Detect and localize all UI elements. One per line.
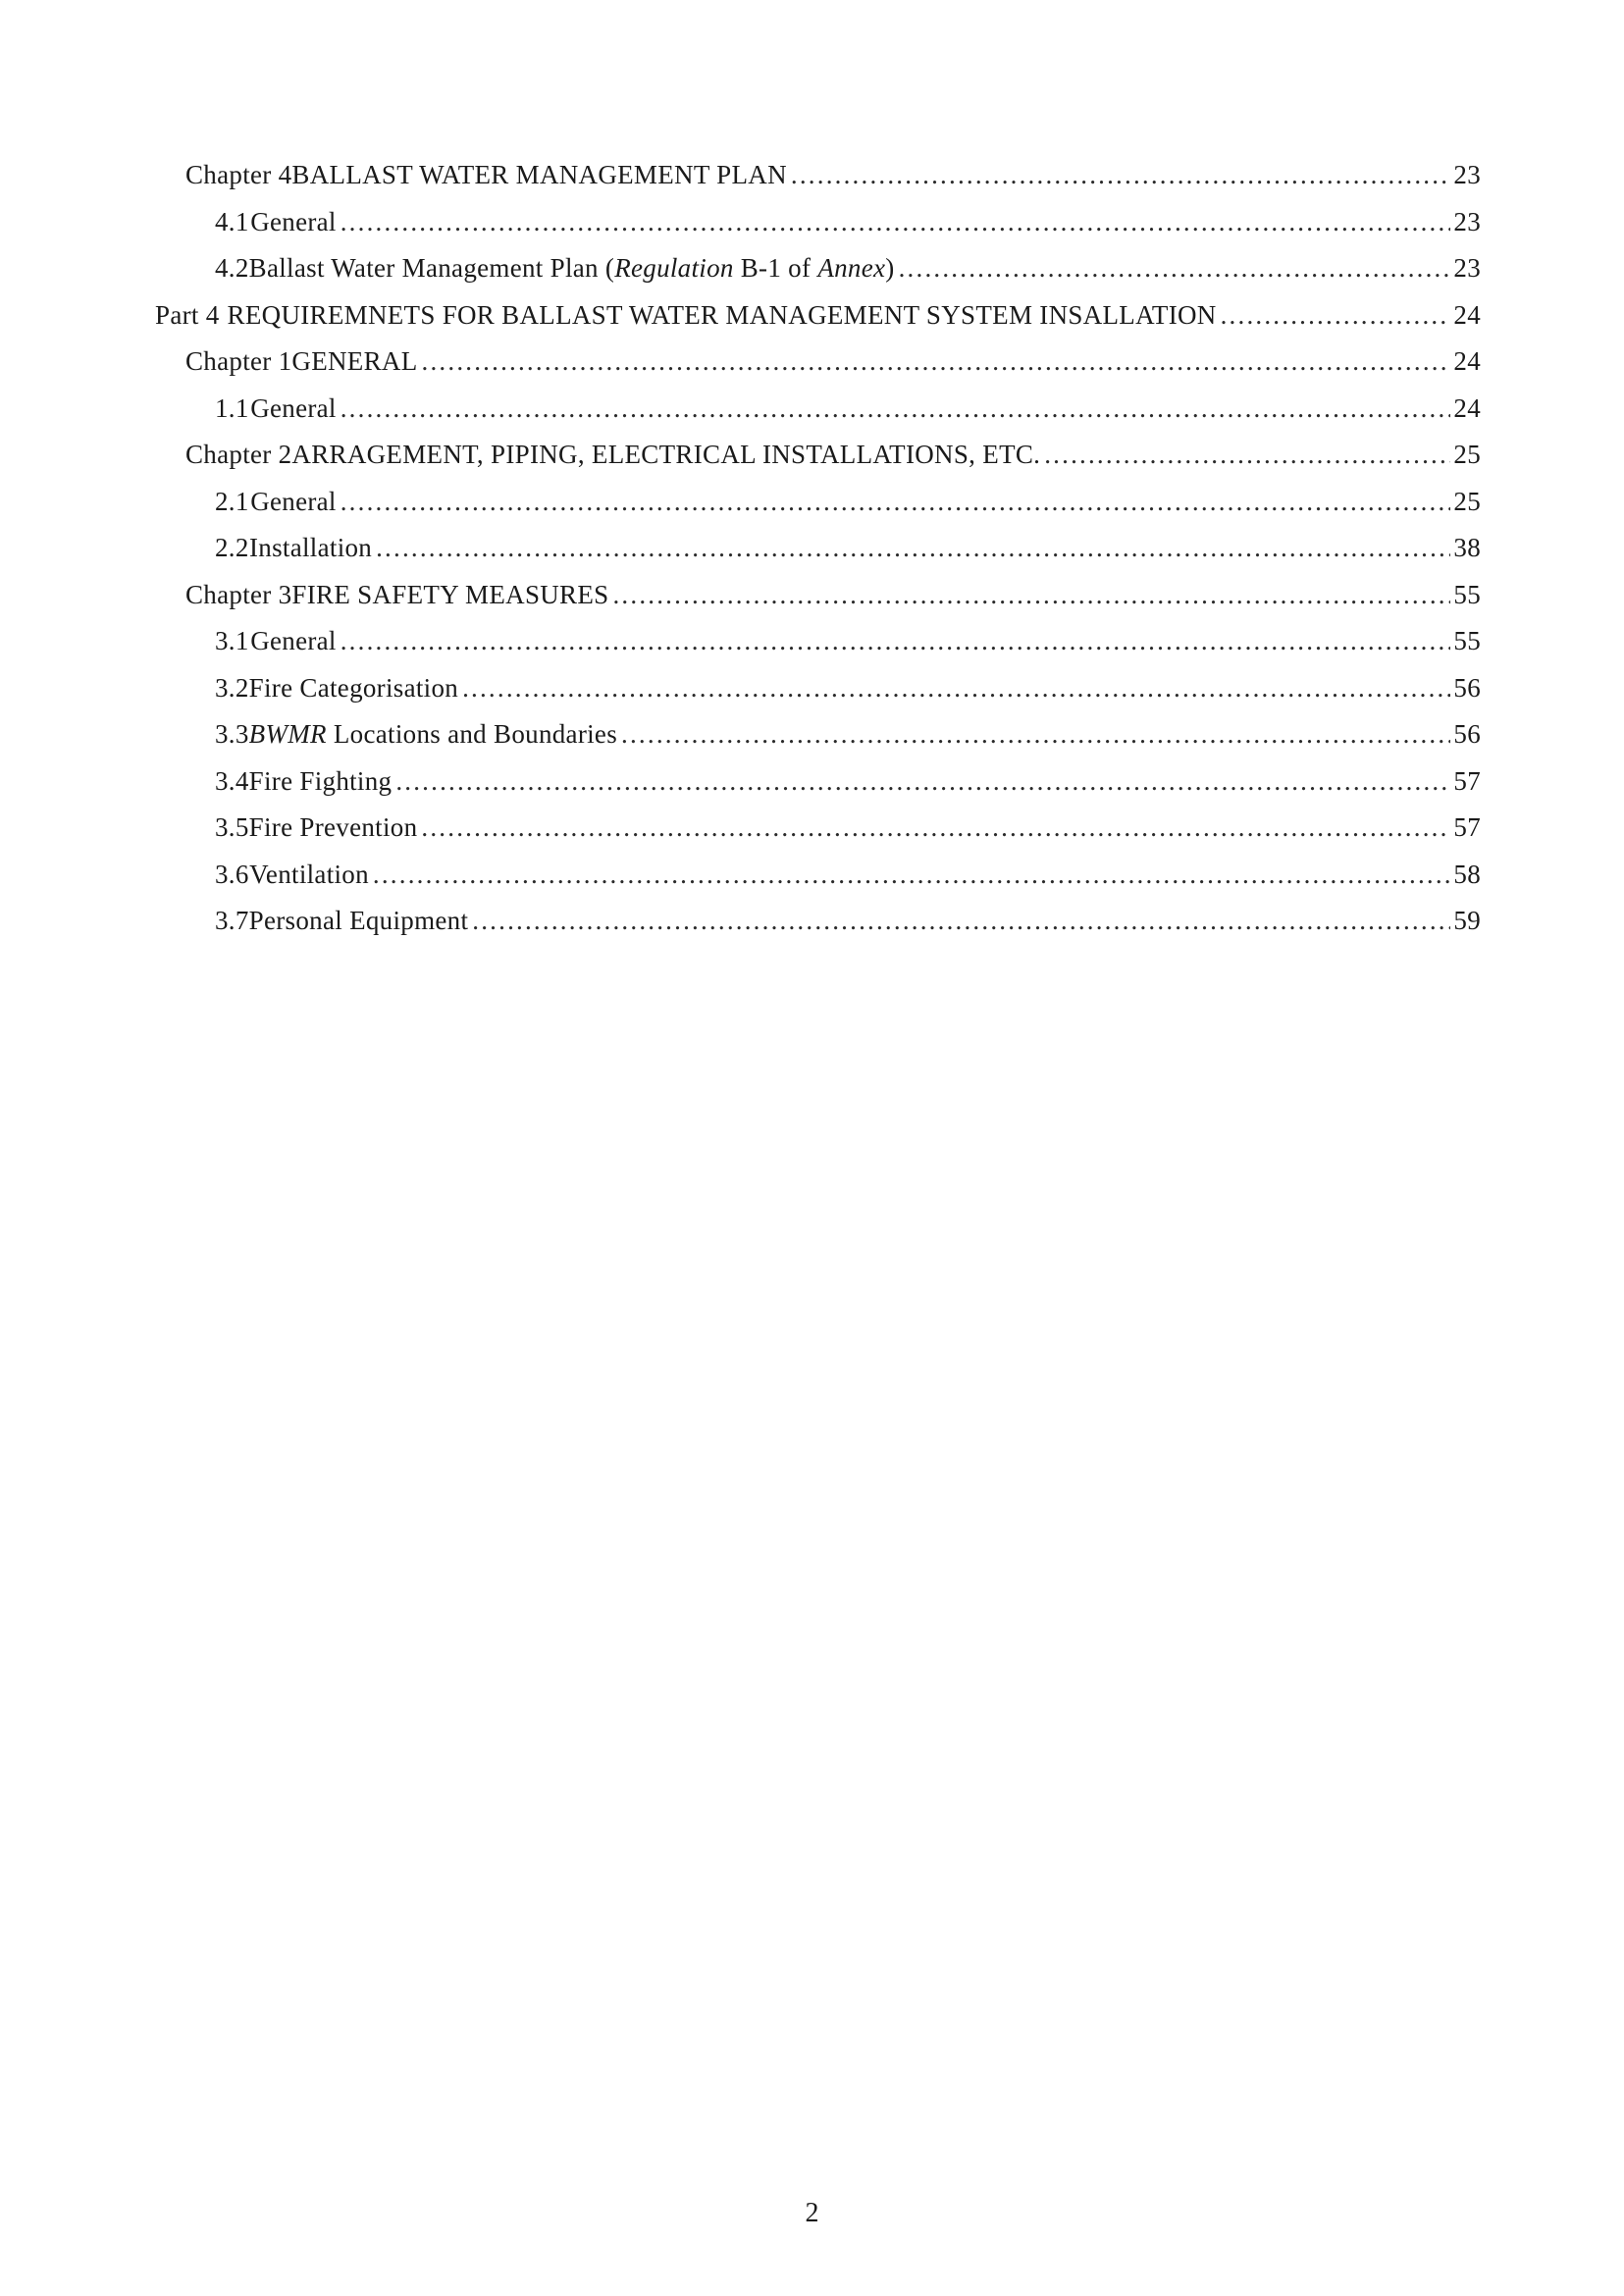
toc-entry-number: 1.1 <box>215 392 249 423</box>
toc-entry-4-2[interactable] <box>155 245 1481 292</box>
toc-entry-page: 23 <box>1453 253 1481 284</box>
toc-entry-title: General <box>250 486 337 516</box>
title-text: Locations and Boundaries <box>326 719 618 750</box>
toc-entry-title <box>249 721 617 748</box>
toc-entry-3-5[interactable] <box>155 805 1481 852</box>
toc-entry-title: FIRE SAFETY MEASURES <box>291 579 609 609</box>
page-number: 2 <box>805 2198 819 2228</box>
toc-entry-3-7[interactable] <box>155 898 1481 945</box>
dot-leader <box>462 675 1450 702</box>
toc-entry-page: 55 <box>1453 626 1481 656</box>
toc-entry-number: 3.5 <box>215 812 249 843</box>
toc-entry-number: 2.2 <box>215 533 249 563</box>
dot-leader <box>376 535 1450 561</box>
toc-entry-chapter-4[interactable] <box>155 152 1481 199</box>
title-text: ) <box>885 253 895 284</box>
dot-leader <box>373 861 1450 888</box>
toc-entry-3-6[interactable] <box>155 852 1481 899</box>
toc-entry-chapter-2[interactable] <box>155 432 1481 479</box>
toc-entry-page: 24 <box>1453 299 1481 330</box>
toc-entry-title: GENERAL <box>291 346 418 377</box>
toc-entry-title <box>249 255 895 282</box>
toc-entry-number: 3.2 <box>215 672 249 703</box>
toc-entry-number: 4.2 <box>215 253 249 284</box>
toc-entry-number: Chapter 2 <box>185 440 292 470</box>
toc-entry-3-2[interactable] <box>155 665 1481 712</box>
toc-entry-number: 3.7 <box>215 906 249 936</box>
toc-entry-title: Ventilation <box>249 859 369 889</box>
toc-entry-page: 57 <box>1453 765 1481 796</box>
title-text: Ballast Water Management Plan ( <box>248 253 615 284</box>
toc-entry-page: 59 <box>1453 906 1481 936</box>
toc-entry-3-1[interactable] <box>155 618 1481 665</box>
toc-entry-number: 3.4 <box>215 765 249 796</box>
dot-leader <box>1044 442 1450 468</box>
toc-entry-title: General <box>250 206 337 236</box>
toc-entry-page: 58 <box>1453 859 1481 889</box>
toc-entry-page: 38 <box>1453 533 1481 563</box>
toc-entry-2-1[interactable] <box>155 479 1481 526</box>
dot-leader <box>621 721 1450 748</box>
toc-entry-title: REQUIREMNETS FOR BALLAST WATER MANAGEMENT SYSTEM INSALLATION <box>227 299 1217 330</box>
dot-leader <box>341 489 1451 515</box>
title-italic-text: BWMR <box>248 719 327 750</box>
toc-entry-title: Fire Categorisation <box>248 672 459 703</box>
dot-leader <box>472 908 1450 934</box>
toc-entry-page: 55 <box>1453 579 1481 609</box>
toc-entry-page: 23 <box>1453 206 1481 236</box>
dot-leader <box>395 768 1450 795</box>
toc-entry-number: Chapter 1 <box>185 346 292 377</box>
dot-leader <box>899 255 1451 282</box>
title-text: B-1 of <box>733 253 818 284</box>
toc-entry-page: 25 <box>1453 486 1481 516</box>
dot-leader <box>341 209 1451 235</box>
dot-leader <box>791 162 1451 188</box>
dot-leader <box>421 814 1450 841</box>
toc-entry-number: 3.1 <box>215 626 249 656</box>
toc-entry-4-1[interactable] <box>155 199 1481 246</box>
toc-entry-part-4[interactable] <box>155 292 1481 339</box>
toc-entry-number: 4.1 <box>215 206 249 236</box>
toc-entry-number: Chapter 3 <box>185 579 292 609</box>
toc-entry-chapter-1[interactable] <box>155 339 1481 386</box>
toc-entry-1-1[interactable] <box>155 386 1481 433</box>
toc-entry-title: ARRAGEMENT, PIPING, ELECTRICAL INSTALLATIONS, ETC. <box>291 440 1041 470</box>
toc-entry-page: 24 <box>1453 346 1481 377</box>
toc-entry-number: Part 4 <box>155 299 220 330</box>
toc-entry-number: Chapter 4 <box>185 160 292 190</box>
title-italic-text: Annex <box>817 253 886 284</box>
table-of-contents <box>155 152 1481 945</box>
toc-entry-page: 56 <box>1453 719 1481 750</box>
toc-entry-number: 3.6 <box>215 859 249 889</box>
toc-entry-page: 24 <box>1453 392 1481 423</box>
toc-entry-3-4[interactable] <box>155 758 1481 806</box>
toc-entry-title: BALLAST WATER MANAGEMENT PLAN <box>291 160 787 190</box>
toc-entry-number: 3.3 <box>215 719 249 750</box>
toc-entry-title: Installation <box>249 533 373 563</box>
dot-leader <box>422 348 1451 375</box>
toc-entry-title: Fire Fighting <box>248 765 393 796</box>
toc-entry-title: Fire Prevention <box>248 812 418 843</box>
dot-leader <box>341 395 1451 422</box>
title-italic-text: Regulation <box>614 253 734 284</box>
toc-entry-title: General <box>250 626 337 656</box>
toc-entry-title: General <box>250 392 337 423</box>
toc-entry-2-2[interactable] <box>155 525 1481 572</box>
toc-entry-3-3[interactable] <box>155 711 1481 758</box>
toc-entry-title: Personal Equipment <box>248 906 469 936</box>
toc-entry-chapter-3[interactable] <box>155 572 1481 619</box>
toc-entry-page: 57 <box>1453 812 1481 843</box>
dot-leader <box>612 582 1450 608</box>
toc-entry-page: 25 <box>1453 440 1481 470</box>
dot-leader <box>1221 302 1451 329</box>
toc-entry-page: 56 <box>1453 672 1481 703</box>
toc-entry-number: 2.1 <box>215 486 249 516</box>
dot-leader <box>341 628 1451 654</box>
toc-entry-page: 23 <box>1453 160 1481 190</box>
